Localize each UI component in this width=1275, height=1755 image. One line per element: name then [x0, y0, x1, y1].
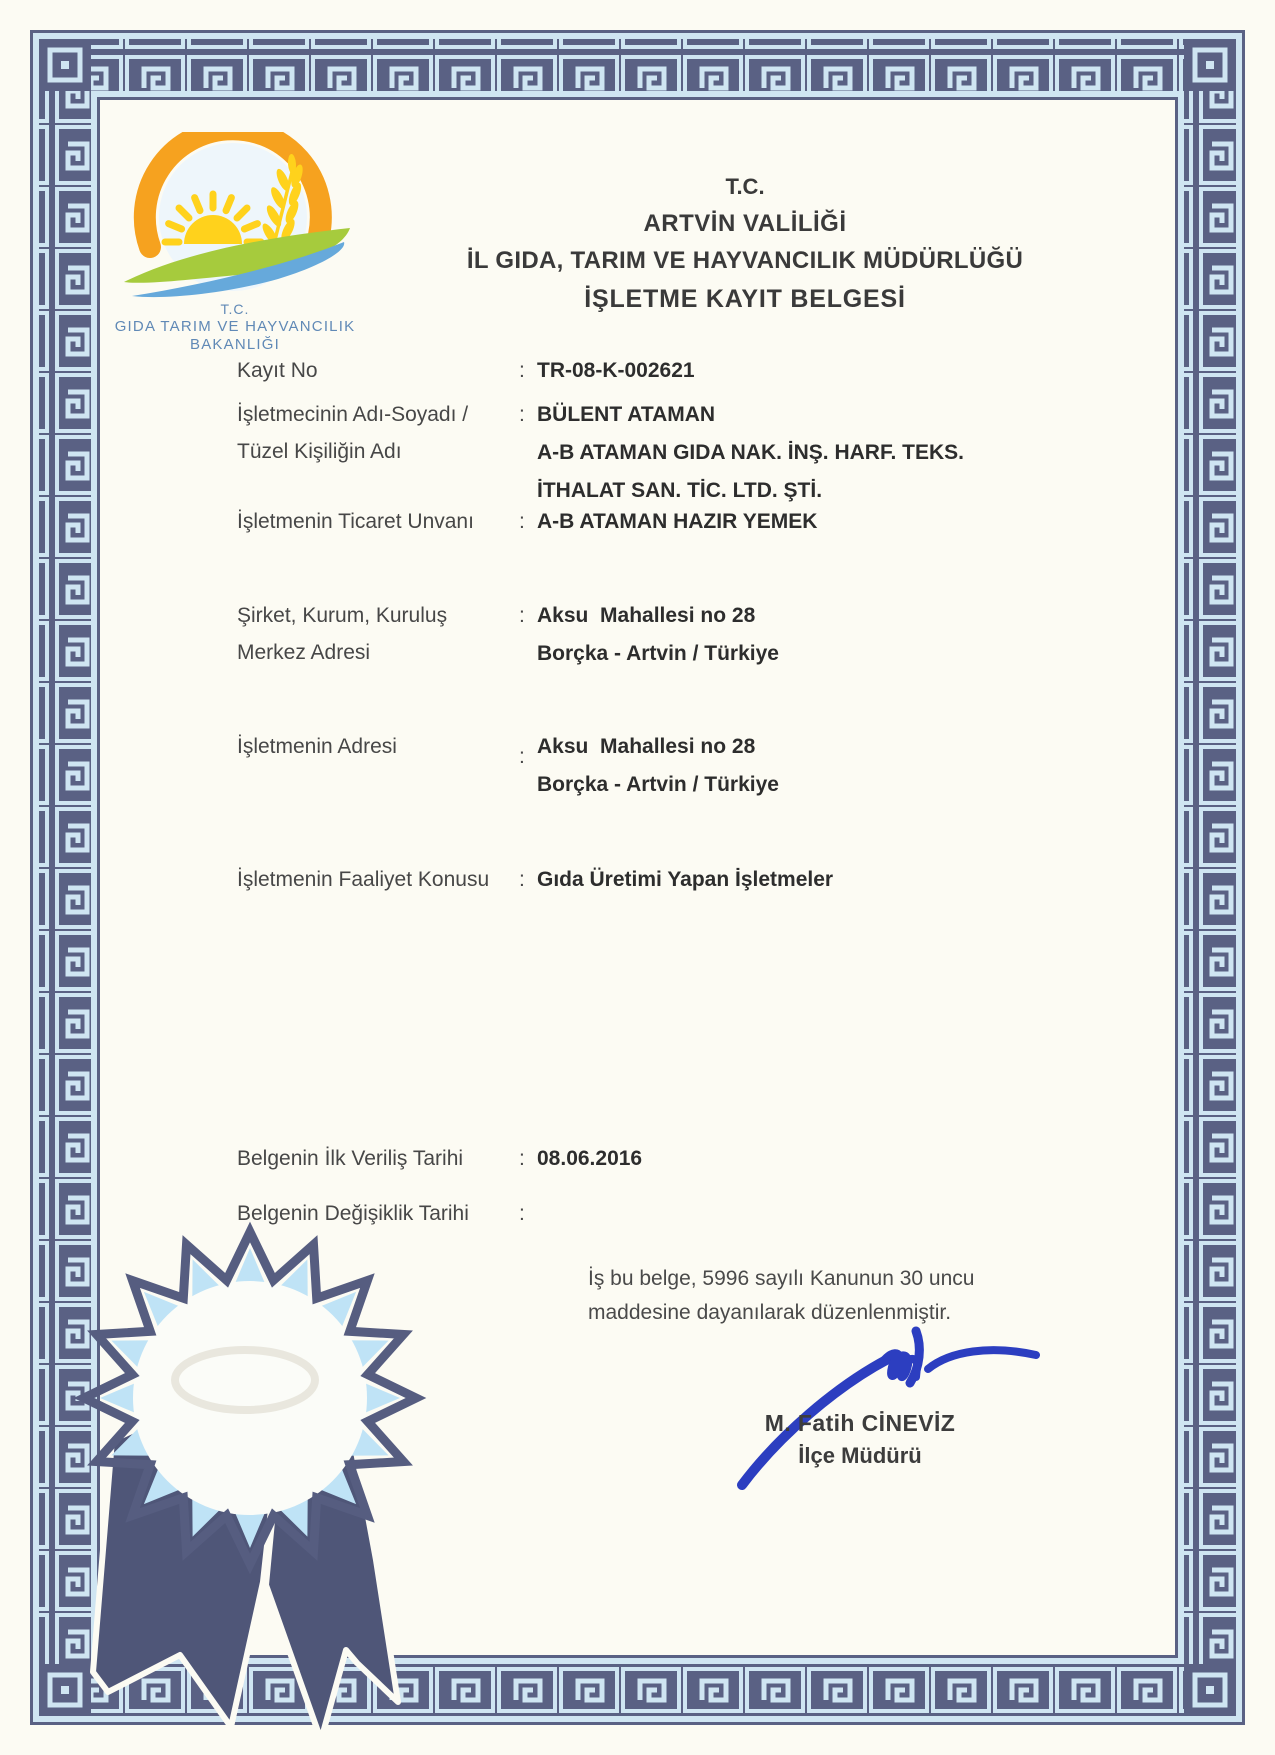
signatory-block — [660, 1406, 1060, 1472]
logo-caption-bakanlik: BAKANLIĞI — [190, 336, 280, 353]
field-value: Aksu Mahallesi no 28 Borçka - Artvin / Türkiye — [537, 735, 779, 796]
field-label: İşletmenin Faaliyet Konusu — [237, 868, 490, 891]
header-tc: T.C. — [725, 174, 765, 199]
signatory-title: İlçe Müdürü — [798, 1443, 922, 1468]
header-authority: ARTVİN VALİLİĞİ — [643, 210, 847, 237]
field-value: A-B ATAMAN HAZIR YEMEK — [537, 510, 818, 533]
header-directorate: İL GIDA, TARIM VE HAYVANCILIK MÜDÜRLÜĞÜ — [466, 247, 1024, 274]
logo-caption-tc: T.C. — [220, 301, 250, 317]
field-label: İşletmenin Ticaret Unvanı — [237, 510, 474, 533]
field-value: TR-08-K-002621 — [537, 359, 695, 382]
field-colon: : — [519, 868, 525, 891]
field-value: Aksu Mahallesi no 28 Borçka - Artvin / Türkiye — [537, 604, 779, 665]
field-value: 08.06.2016 — [537, 1147, 643, 1170]
field-label: Belgenin Değişiklik Tarihi — [237, 1202, 469, 1225]
field-colon: : — [519, 510, 525, 533]
field-colon: : — [519, 604, 525, 627]
field-label: Belgenin İlk Veriliş Tarihi — [237, 1147, 464, 1170]
field-label: Şirket, Kurum, Kuruluş Merkez Adresi — [237, 604, 448, 664]
logo-caption-ministry: GIDA TARIM VE HAYVANCILIK — [114, 318, 356, 335]
field-value: Gıda Üretimi Yapan İşletmeler — [537, 868, 834, 891]
page-title: İŞLETME KAYIT BELGESİ — [584, 285, 906, 313]
field-colon: : — [519, 403, 525, 426]
seal-star — [84, 1232, 416, 1564]
document-header — [395, 168, 1095, 318]
field-value: BÜLENT ATAMAN A-B ATAMAN GIDA NAK. İNŞ. HARF. TEKS. İTHALAT SAN. TİC. LTD. ŞTİ. — [537, 403, 964, 502]
ministry-logo-caption — [65, 301, 405, 354]
legal-note: İş bu belge, 5996 sayılı Kanunun 30 uncu maddesine dayanılarak düzenlenmiştir. — [588, 1267, 975, 1324]
field-colon: : — [519, 1147, 525, 1170]
field-label: İşletmenin Adresi — [237, 735, 397, 758]
field-label: İşletmecinin Adı-Soyadı / Tüzel Kişiliğin Adı — [237, 403, 469, 463]
field-colon: : — [519, 745, 525, 768]
signatory-name: M. Fatih CİNEVİZ — [764, 1410, 956, 1436]
rosette-seal — [60, 1210, 460, 1755]
field-colon: : — [519, 359, 525, 382]
ministry-logo — [118, 132, 358, 307]
field-colon: : — [519, 1202, 525, 1225]
field-label: Kayıt No — [237, 359, 318, 382]
seal-center — [133, 1281, 367, 1515]
